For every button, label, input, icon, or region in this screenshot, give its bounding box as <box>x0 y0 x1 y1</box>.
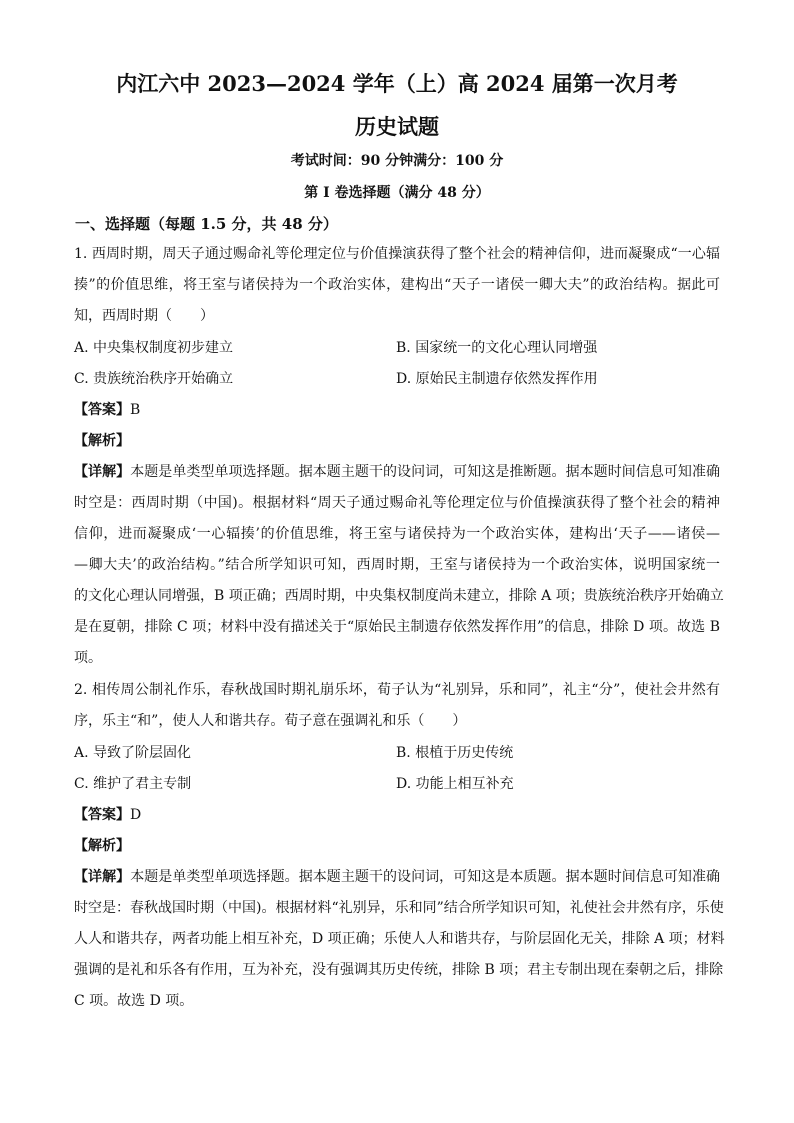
q1-detail-line: —卿大夫’的政治结构。”结合所学知识可知，西周时期，王室与诸侯持为一个政治实体，说明国家统一 <box>74 557 720 573</box>
q2-detail-line <box>74 867 720 887</box>
q1-option-a: A. 中央集权制度初步建立 <box>74 340 234 356</box>
q2-detail-line: C 项。故选 D 项。 <box>74 993 194 1009</box>
q1-stem-line: 1. 西周时期，周天子通过赐命礼等伦理定位与价值操演获得了整个社会的精神信仰，进而凝聚成“一心辐 <box>74 246 720 262</box>
q1-stem-line: 知，西周时期（ ） <box>74 308 214 324</box>
q2-detail-line: 人人和谐共存，两者功能上相互补充，D 项正确；乐使人人和谐共存，与阶层固化无关，排除 A 项；材料 <box>74 931 725 947</box>
q1-detail-line <box>74 462 720 482</box>
q1-detail-line: 信仰，进而凝聚成‘一心辐揍’的价值思维，将王室与诸侯持为一个政治实体，建构出‘天子——诸侯— <box>74 526 720 542</box>
detail-text: 本题是单类型单项选择题。据本题主题干的设问词，可知这是推断题。据本题时间信息可知准确 <box>130 464 721 480</box>
q1-detail-line: 时空是：西周时期（中国)。根据材料“周天子通过赐命礼等伦理定位与价值操演获得了整个社会的精神 <box>74 495 720 511</box>
q1-option-b: B. 国家统一的文化心理认同增强 <box>396 340 598 356</box>
detail-label: 【详解】 <box>74 869 131 885</box>
q2-detail-line: 强调的是礼和乐各有作用，互为补充，没有强调其历史传统，排除 B 项；君主专制出现在秦朝之后，排除 <box>74 962 724 978</box>
q1-analysis-label: 【解析】 <box>74 433 130 449</box>
exam-title: 内江六中 2023—2024 学年（上）高 2024 届第一次月考 <box>116 71 678 96</box>
q2-option-d: D. 功能上相互补充 <box>396 776 514 792</box>
subject-title: 历史试题 <box>355 114 439 139</box>
answer-label: 【答案】 <box>74 807 130 823</box>
q1-detail-line: 项。 <box>74 650 102 666</box>
detail-text: 本题是单类型单项选择题。据本题主题干的设问词，可知这是本质题。据本题时间信息可知准确 <box>130 869 721 885</box>
q2-option-c: C. 维护了君主专制 <box>74 776 192 792</box>
q1-stem-line: 揍”的价值思维，将王室与诸侯持为一个政治实体，建构出“天子一诸侯一卿大夫”的政治结构。据此可 <box>74 277 720 293</box>
q1-answer <box>74 400 140 420</box>
q1-detail-line: 的文化心理认同增强，B 项正确；西周时期，中央集权制度尚未建立，排除 A 项；贵族统治秩序开始确立 <box>74 588 724 604</box>
answer-label: 【答案】 <box>74 402 130 418</box>
q1-detail-line: 是在夏朝，排除 C 项；材料中没有描述关于“原始民主制遗存依然发挥作用”的信息，排除 D 项。故选 B <box>74 619 720 635</box>
q2-analysis-label: 【解析】 <box>74 838 130 854</box>
q1-option-c: C. 贵族统治秩序开始确立 <box>74 371 234 387</box>
volume-heading: 第 I 卷选择题（满分 48 分） <box>304 185 490 201</box>
section-heading: 一、选择题（每题 1.5 分，共 48 分） <box>75 215 338 233</box>
exam-info: 考试时间：90 分钟满分：100 分 <box>290 153 504 169</box>
q2-option-b: B. 根植于历史传统 <box>396 745 514 761</box>
q2-answer <box>74 805 141 825</box>
answer-value: D <box>130 807 142 823</box>
q2-option-a: A. 导致了阶层固化 <box>74 745 192 761</box>
detail-label: 【详解】 <box>74 464 131 480</box>
q2-stem-line: 2. 相传周公制礼作乐，春秋战国时期礼崩乐坏，荀子认为“礼别异，乐和同”，礼主“分”，使社会井然有 <box>74 682 720 698</box>
q1-option-d: D. 原始民主制遗存依然发挥作用 <box>396 371 598 387</box>
q2-stem-line: 序，乐主“和”，使人人和谐共存。荀子意在强调礼和乐（ ） <box>74 713 467 729</box>
answer-value: B <box>130 402 141 418</box>
q2-detail-line: 时空是：春秋战国时期（中国)。根据材料“礼别异，乐和同”结合所学知识可知，礼使社会井然有序，乐使 <box>74 900 724 916</box>
